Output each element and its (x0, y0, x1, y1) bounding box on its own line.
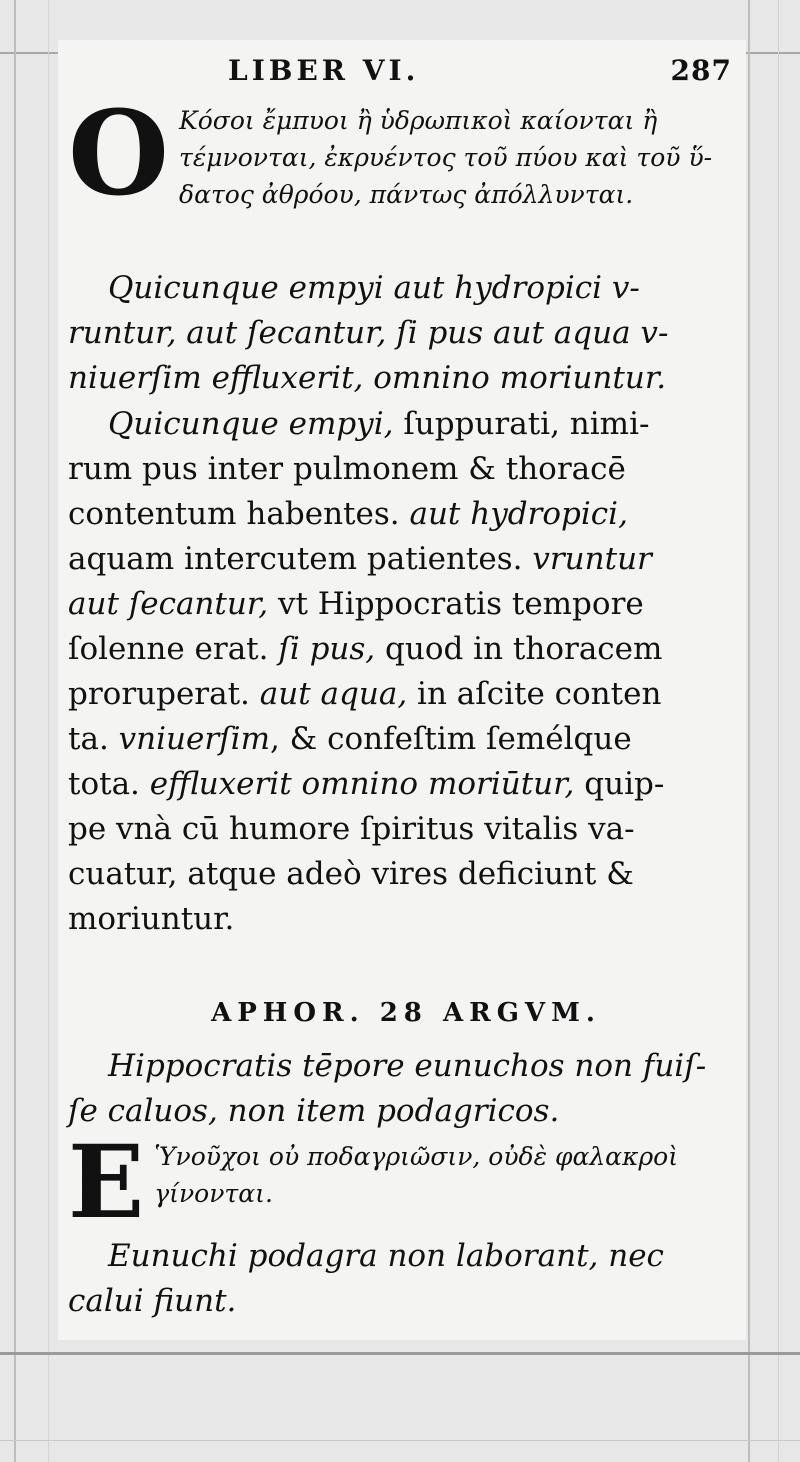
commentary-italic-run: Quicunque empyi, (108, 406, 404, 442)
commentary-roman-run: rum pus inter pulmonem & thoracē (68, 451, 626, 487)
commentary-roman-run: moriuntur. (68, 901, 235, 937)
page-header (58, 54, 746, 90)
commentary-roman-run: ſuppurati, nimi- (403, 406, 650, 442)
scan-rule-bottom-outer (0, 1440, 800, 1441)
commentary-italic-run: ſi pus, (278, 631, 386, 667)
scan-rule-right-outer (778, 0, 779, 1462)
latin-line: niuerſim effluxerit, omnino moriuntur. (68, 360, 667, 396)
commentary-line (68, 537, 744, 582)
commentary-line (68, 627, 744, 672)
scan-rule-left-inner (48, 0, 49, 1462)
commentary-roman-run: pe vnà cū humore ſpiritus vitalis va- (68, 811, 635, 847)
argument-line: ſe caluos, non item podagricos. (68, 1093, 560, 1129)
drop-cap-o: O (68, 86, 170, 222)
commentary-roman-run: quip- (584, 766, 665, 802)
commentary-line (68, 897, 744, 942)
commentary-roman-run: proruperat. (68, 676, 260, 712)
commentary-italic-run: effluxerit omnino moriūtur, (149, 766, 585, 802)
scan-rule-bottom (0, 1352, 800, 1355)
greek-line: δατος ἀθρόου, πάντως ἀπόλλυνται. (179, 180, 634, 209)
commentary-line (68, 807, 744, 852)
book-page (58, 40, 746, 1340)
latin-line: calui fiunt. (68, 1283, 237, 1319)
commentary-italic-run: aut hydropici, (409, 496, 628, 532)
greek-line: τέμνονται, ἐκρυέντος τοῦ πύου καὶ τοῦ ὕ- (179, 143, 713, 172)
commentary-roman-run: , & confeſtim ſemélque (269, 721, 632, 757)
commentary-italic-run: vruntur (532, 541, 652, 577)
commentary-italic-run: aut ſecantur, (68, 586, 278, 622)
scan-rule-left (14, 0, 16, 1462)
commentary-line (68, 402, 744, 447)
greek-line: Κόσοι ἔμπυοι ἢ ὑδρωπικοὶ καίονται ἢ (179, 106, 658, 135)
commentary-roman-run: in aſcite conten (417, 676, 662, 712)
commentary-line (68, 672, 744, 717)
aphorism-27-commentary (68, 402, 744, 942)
commentary-line (68, 492, 744, 537)
commentary-roman-run: cuatur, atque adeò vires deficiunt & (68, 856, 634, 892)
commentary-line (68, 852, 744, 897)
drop-cap-e: E (68, 1123, 145, 1241)
running-head: LIBER VI. (228, 54, 420, 87)
page-number: 287 (670, 54, 732, 87)
aphorism-27-latin (68, 266, 744, 401)
aphorism-28-argument (68, 1044, 744, 1134)
greek-line: Ὑνοῦχοι οὐ ποδαγριῶσιν, οὐδὲ φαλακροὶ (154, 1142, 679, 1171)
argument-line: Hippocratis tēpore eunuchos non fuiſ- (108, 1048, 707, 1084)
commentary-line (68, 717, 744, 762)
latin-line: runtur, aut ſecantur, ſi pus aut aqua v- (68, 315, 669, 351)
aphorism-28-latin (68, 1234, 744, 1324)
commentary-line (68, 582, 744, 627)
commentary-roman-run: quod in thoracem (385, 631, 663, 667)
commentary-roman-run: contentum habentes. (68, 496, 410, 532)
commentary-roman-run: aquam intercutem patientes. (68, 541, 533, 577)
latin-line: Eunuchi podagra non laborant, nec (108, 1238, 664, 1274)
commentary-roman-run: ta. (68, 721, 119, 757)
aphorism-27-greek (68, 86, 744, 222)
commentary-italic-run: aut aqua, (259, 676, 418, 712)
aphorism-28-heading: APHOR. 28 ARGVM. (211, 998, 601, 1028)
commentary-roman-run: ſolenne erat. (68, 631, 279, 667)
scan-rule-right (748, 0, 750, 1462)
aphorism-28-greek (68, 1123, 744, 1241)
commentary-roman-run: vt Hippocratis tempore (277, 586, 644, 622)
greek-line: γίνονται. (154, 1179, 273, 1208)
commentary-italic-run: vniuerſim (118, 721, 270, 757)
commentary-roman-run: tota. (68, 766, 150, 802)
latin-line: Quicunque empyi aut hydropici v- (108, 270, 640, 306)
commentary-line (68, 762, 744, 807)
commentary-line (68, 447, 744, 492)
